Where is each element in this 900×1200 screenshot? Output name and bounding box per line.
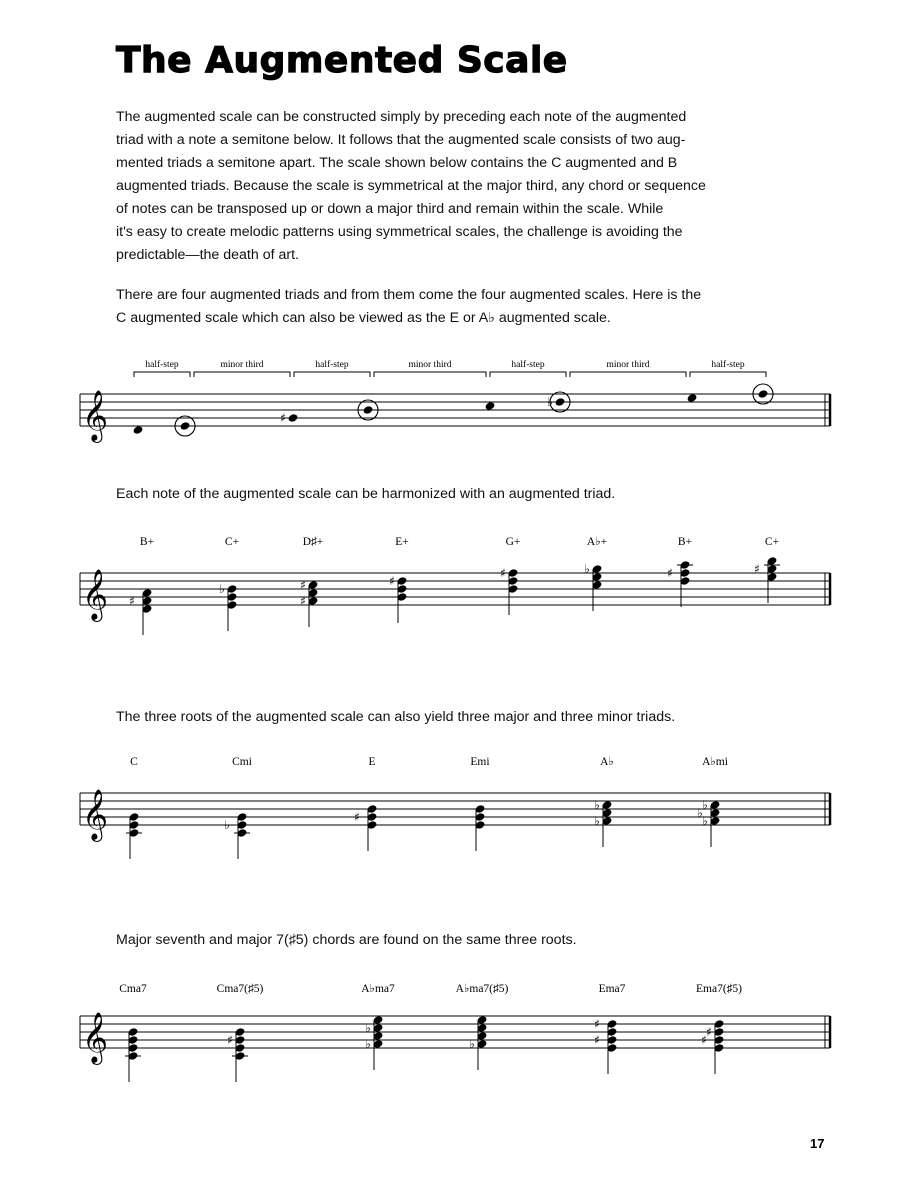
treble-clef-icon: 𝄞 <box>82 1012 109 1063</box>
notehead <box>362 405 373 415</box>
text-line: predictable—the death of art. <box>116 247 299 263</box>
chord-symbol: E <box>368 756 376 768</box>
treble-clef-icon: 𝄞 <box>82 390 109 441</box>
interval-bracket <box>134 372 190 377</box>
interval-label: half-step <box>711 360 745 370</box>
notehead <box>287 413 298 423</box>
chord-symbol: C <box>130 756 138 768</box>
chord-symbol: Cmi <box>232 756 252 768</box>
interval-bracket <box>570 372 686 377</box>
page-title: The Augmented Scale <box>116 40 568 81</box>
text-line: Each note of the augmented scale can be harmonized with an augmented triad. <box>116 486 616 502</box>
flat-icon: ♭ <box>594 814 600 828</box>
flat-icon: ♭ <box>219 582 225 596</box>
treble-clef-icon: 𝄞 <box>82 789 109 840</box>
interval-label: half-step <box>145 360 179 370</box>
chord-symbol: Cma7 <box>119 983 147 995</box>
major-minor-triads-staff <box>80 756 830 859</box>
flat-icon: ♭ <box>702 798 708 812</box>
chord-symbol: B+ <box>677 536 693 548</box>
chord-symbol: Ema7(♯5) <box>696 983 742 995</box>
text-line: C augmented scale which can also be viewed as the E or A♭ augmented scale. <box>116 310 611 326</box>
flat-icon: ♭ <box>594 798 600 812</box>
chord-symbol: A♭ <box>600 756 614 768</box>
chord-symbol: A♭mi <box>702 756 728 768</box>
chord-symbol: E+ <box>395 536 409 548</box>
sharp-icon: ♯ <box>706 1025 712 1039</box>
augmented-triads-staff <box>80 536 830 635</box>
sharp-icon: ♯ <box>129 594 135 608</box>
treble-clef-icon: 𝄞 <box>82 569 109 620</box>
chord-symbol: A♭ma7 <box>361 983 395 995</box>
chord-symbol: D♯+ <box>302 536 324 548</box>
chord-symbol: Ema7 <box>598 983 626 995</box>
text-line: Major seventh and major 7(♯5) chords are found on the same three roots. <box>116 932 577 948</box>
text-line: augmented triads. Because the scale is symmetrical at the major third, any chord or sequence <box>116 178 706 194</box>
notehead <box>179 421 190 431</box>
text-line: The three roots of the augmented scale can also yield three major and three minor triads. <box>116 709 676 725</box>
interval-label: minor third <box>220 360 264 370</box>
sharp-icon: ♯ <box>701 1033 707 1047</box>
chord-symbol: A♭+ <box>586 536 608 548</box>
chord-symbol: B+ <box>139 536 155 548</box>
interval-bracket <box>294 372 370 377</box>
sharp-icon: ♯ <box>500 566 506 580</box>
text-line: mented triads a semitone apart. The scale shown below contains the C augmented and B <box>116 155 678 171</box>
flat-icon: ♭ <box>697 806 703 820</box>
interval-label: half-step <box>315 360 349 370</box>
sharp-icon: ♯ <box>667 566 673 580</box>
chord-symbol: Cma7(♯5) <box>216 983 264 995</box>
flat-icon: ♭ <box>224 818 230 832</box>
chord-symbol: Emi <box>470 756 490 768</box>
sharp-icon: ♯ <box>389 574 395 588</box>
flat-icon: ♭ <box>365 1021 371 1035</box>
sharp-icon: ♯ <box>280 411 286 425</box>
interval-label: minor third <box>408 360 452 370</box>
chord-symbol: A♭ma7(♯5) <box>455 983 509 995</box>
interval-label: minor third <box>606 360 650 370</box>
text-line: The augmented scale can be constructed simply by preceding each note of the augmented <box>116 109 687 125</box>
sharp-icon: ♯ <box>300 594 306 608</box>
notehead <box>554 397 565 407</box>
interval-bracket <box>194 372 290 377</box>
notehead <box>757 389 768 399</box>
sharp-icon: ♯ <box>754 562 760 576</box>
flat-icon: ♭ <box>469 1037 475 1051</box>
interval-bracket <box>690 372 766 377</box>
text-line: There are four augmented triads and from them come the four augmented scales. Here is the <box>116 287 702 303</box>
sharp-icon: ♯ <box>594 1017 600 1031</box>
sharp-icon: ♯ <box>300 578 306 592</box>
text-line: triad with a note a semitone below. It follows that the augmented scale consists of two aug- <box>116 132 686 148</box>
sharp-icon: ♯ <box>354 810 360 824</box>
text-line: of notes can be transposed up or down a major third and remain within the scale. While <box>116 201 664 217</box>
interval-bracket <box>490 372 566 377</box>
page-number: 17 <box>810 1136 825 1151</box>
seventh-chords-staff <box>80 983 830 1082</box>
interval-label: half-step <box>511 360 545 370</box>
flat-icon: ♭ <box>547 395 553 409</box>
sharp-icon: ♯ <box>227 1033 233 1047</box>
text-line: it's easy to create melodic patterns using symmetrical scales, the challenge is avoiding the <box>116 224 683 240</box>
flat-icon: ♭ <box>702 814 708 828</box>
augmented-scale-staff <box>80 359 830 443</box>
flat-icon: ♭ <box>365 1037 371 1051</box>
chord-symbol: G+ <box>505 536 521 548</box>
chord-symbol: C+ <box>224 536 240 548</box>
flat-icon: ♭ <box>584 562 590 576</box>
sharp-icon: ♯ <box>594 1033 600 1047</box>
chord-symbol: C+ <box>764 536 780 548</box>
interval-bracket <box>374 372 486 377</box>
